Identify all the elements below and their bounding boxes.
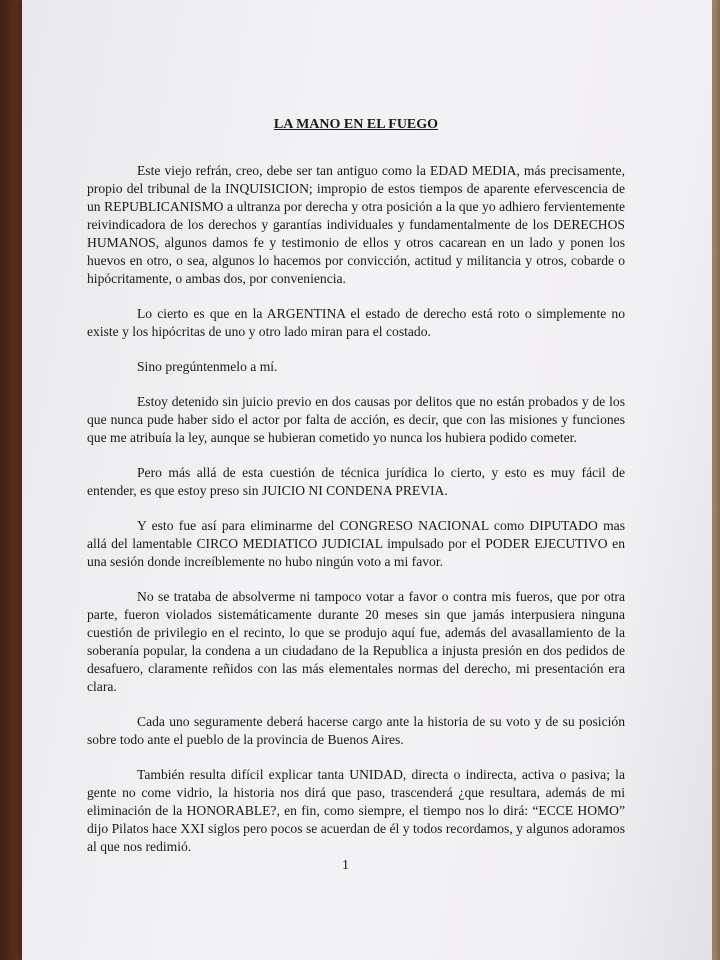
paragraph-7: No se trataba de absolverme ni tampoco votar a favor o contra mis fueros, que por otra parte, fueron violados sistemáticamente durante 20 meses sin que jamás interpusiera ninguna cuestión de privilegio en el recinto, lo que se produjo aquí fue, además del avasallamiento de la soberanía popular, la condena a un ciudadano de la Republica a injusta presión en dos pedidos de desafuero, claramente reñidos con las más elementales normas del derecho, mi presentación era clara. xyxy=(87,589,625,694)
paragraph-6: Y esto fue así para eliminarme del CONGRESO NACIONAL como DIPUTADO mas allá del lamentable CIRCO MEDIATICO JUDICIAL impulsado por el PODER EJECUTIVO en una sesión donde increíblemente no hubo ningún voto a mi favor. xyxy=(87,518,625,569)
paragraph-1: Este viejo refrán, creo, debe ser tan antiguo como la EDAD MEDIA, más precisamente, propio del tribunal de la INQUISICION; impropio de estos tiempos de aparente efervescencia de un REPUBLICANISMO a ultranza por derecha y otra posición a la que yo adhiero fervientemente reivindicadora de los derechos y garantías individuales y fundamentalmente de los DERECHOS HUMANOS, algunos damos fe y testimonio de ellos y otros cacarean en un lado y ponen los huevos en otro, o sea, algunos lo hacemos por convicción, actitud y militancia y otros, cobarde o hipócritamente, o ambas dos, por conveniencia. xyxy=(87,163,625,286)
document-title: LA MANO EN EL FUEGO xyxy=(273,117,439,132)
paragraph-2: Lo cierto es que en la ARGENTINA el estado de derecho está roto o simplemente no existe y los hipócritas de uno y otro lado miran para el costado. xyxy=(87,306,625,339)
paragraph-4: Estoy detenido sin juicio previo en dos causas por delitos que no están probados y de los que nunca pude haber sido el actor por falta de acción, es decir, que con las misiones y funciones que me atribuía la ley, aunque se hubieran cometido yo nunca los hubiera podido cometer. xyxy=(87,394,625,445)
page-number: 1 xyxy=(342,858,349,873)
document-body xyxy=(87,116,625,873)
document-page xyxy=(22,0,712,960)
paragraph-3: Sino pregúntenmelo a mí. xyxy=(137,359,278,374)
paragraph-8: Cada uno seguramente deberá hacerse cargo ante la historia de su voto y de su posición sobre todo ante el pueblo de la provincia de Buenos Aires. xyxy=(87,714,625,747)
paragraph-9: También resulta difícil explicar tanta UNIDAD, directa o indirecta, activa o pasiva; la gente no come vidrio, la historia nos dirá que paso, trascenderá ¿que resultara, además de mi eliminación de la HONORABLE?, en fin, como siempre, el tiempo nos lo dirá: “ECCE HOMO” dijo Pilatos hace XXI siglos pero pocos se acuerdan de él y todos recordamos, y algunos adoramos al que nos redimió. xyxy=(87,767,625,854)
paragraph-5: Pero más allá de esta cuestión de técnica jurídica lo cierto, y esto es muy fácil de entender, es que estoy preso sin JUICIO NI CONDENA PREVIA. xyxy=(87,465,625,498)
